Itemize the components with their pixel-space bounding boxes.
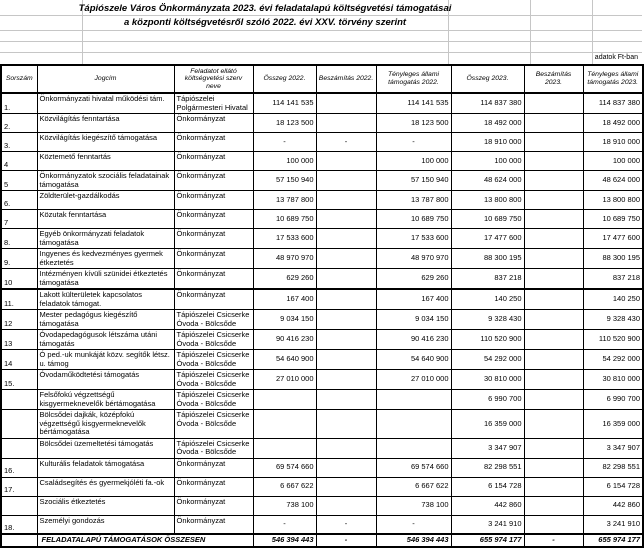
grid-line — [0, 41, 642, 42]
beszamitas-2022-cell — [316, 390, 376, 410]
table-row — [1, 269, 643, 290]
beszamitas-2023-cell — [524, 390, 583, 410]
beszamitas-2023-cell — [524, 210, 583, 229]
osszeg-2023-cell: 100 000 — [451, 152, 524, 171]
beszamitas-2023-cell — [524, 438, 583, 458]
total-beszamitas-2023: - — [524, 534, 583, 547]
beszamitas-2023-cell — [524, 370, 583, 390]
jogcim-cell: Intézményen kívüli szünidei étkeztetés támogatása — [37, 269, 174, 290]
szerv-cell: Önkormányzat — [174, 152, 253, 171]
sorszam-cell: 5 — [1, 171, 37, 191]
osszeg-2023-cell: 114 837 380 — [451, 93, 524, 114]
szerv-cell: Tápiószelei Csicserke Óvoda - Bölcsőde — [174, 330, 253, 350]
tenyleges-2022-cell — [376, 438, 451, 458]
sorszam-cell: 13 — [1, 330, 37, 350]
tenyleges-2023-cell: 48 624 000 — [583, 171, 643, 191]
jogcim-cell: Óvodapedagógusok létszáma utáni támogatás — [37, 330, 174, 350]
szerv-cell: Önkormányzat — [174, 133, 253, 152]
jogcim-cell: Lakott külterületek kapcsolatos feladatok támogat. — [37, 289, 174, 310]
osszeg-2022-cell: 69 574 660 — [253, 458, 316, 477]
jogcim-cell: Közutak fenntartása — [37, 210, 174, 229]
sorszam-cell: 18. — [1, 515, 37, 534]
tenyleges-2023-cell: 30 810 000 — [583, 370, 643, 390]
beszamitas-2023-cell — [524, 229, 583, 249]
szerv-cell: Önkormányzat — [174, 191, 253, 210]
tenyleges-2022-cell: - — [376, 515, 451, 534]
sorszam-cell — [1, 438, 37, 458]
total-tenyleges-2022: 546 394 443 — [376, 534, 451, 547]
sorszam-cell — [1, 410, 37, 439]
sorszam-cell: 17. — [1, 477, 37, 496]
osszeg-2022-cell: 10 689 750 — [253, 210, 316, 229]
jogcim-cell: Közvilágítás kiegészítő támogatása — [37, 133, 174, 152]
beszamitas-2022-cell — [316, 93, 376, 114]
osszeg-2023-cell: 837 218 — [451, 269, 524, 290]
table-row — [1, 496, 643, 515]
osszeg-2023-cell: 13 800 800 — [451, 191, 524, 210]
sorszam-cell: 14 — [1, 350, 37, 370]
tenyleges-2022-cell — [376, 410, 451, 439]
beszamitas-2022-cell — [316, 289, 376, 310]
osszeg-2022-cell: 57 150 940 — [253, 171, 316, 191]
tenyleges-2023-cell: 3 241 910 — [583, 515, 643, 534]
tenyleges-2022-cell: 738 100 — [376, 496, 451, 515]
tenyleges-2023-cell: 54 292 000 — [583, 350, 643, 370]
tenyleges-2022-cell: 17 533 600 — [376, 229, 451, 249]
osszeg-2023-cell: 54 292 000 — [451, 350, 524, 370]
table-row — [1, 171, 643, 191]
grid-line — [0, 15, 642, 16]
jogcim-cell: Önkormányzati hivatal működési tám. — [37, 93, 174, 114]
osszeg-2022-cell — [253, 438, 316, 458]
szerv-cell: Önkormányzat — [174, 210, 253, 229]
beszamitas-2023-cell — [524, 249, 583, 269]
tenyleges-2023-cell: 17 477 600 — [583, 229, 643, 249]
osszeg-2022-cell — [253, 410, 316, 439]
szerv-cell: Önkormányzat — [174, 496, 253, 515]
beszamitas-2023-cell — [524, 289, 583, 310]
beszamitas-2023-cell — [524, 191, 583, 210]
sorszam-cell: 3. — [1, 133, 37, 152]
beszamitas-2023-cell — [524, 171, 583, 191]
beszamitas-2022-cell — [316, 152, 376, 171]
table-row — [1, 458, 643, 477]
osszeg-2023-cell: 10 689 750 — [451, 210, 524, 229]
beszamitas-2023-cell — [524, 133, 583, 152]
beszamitas-2023-cell — [524, 114, 583, 133]
osszeg-2022-cell: 90 416 230 — [253, 330, 316, 350]
szerv-cell: Tápiószelei Csicserke Óvoda - Bölcsőde — [174, 310, 253, 330]
beszamitas-2023-cell — [524, 410, 583, 439]
sorszam-cell: 10 — [1, 269, 37, 290]
beszamitas-2023-cell — [524, 458, 583, 477]
tenyleges-2023-cell: 837 218 — [583, 269, 643, 290]
jogcim-cell: Ó ped.-uk munkáját közv. segítők létsz. u. támog — [37, 350, 174, 370]
osszeg-2023-cell: 3 241 910 — [451, 515, 524, 534]
szerv-cell: Önkormányzat — [174, 515, 253, 534]
header-row — [1, 65, 643, 93]
tenyleges-2022-cell: 13 787 800 — [376, 191, 451, 210]
osszeg-2023-cell: 6 990 700 — [451, 390, 524, 410]
sorszam-cell: 16. — [1, 458, 37, 477]
osszeg-2023-cell: 6 154 728 — [451, 477, 524, 496]
beszamitas-2022-cell — [316, 477, 376, 496]
tenyleges-2022-cell: 100 000 — [376, 152, 451, 171]
osszeg-2023-cell: 82 298 551 — [451, 458, 524, 477]
beszamitas-2022-cell — [316, 310, 376, 330]
jogcim-cell: Közvilágítás fenntartása — [37, 114, 174, 133]
osszeg-2023-cell: 110 520 900 — [451, 330, 524, 350]
osszeg-2022-cell — [253, 390, 316, 410]
tenyleges-2023-cell: 82 298 551 — [583, 458, 643, 477]
beszamitas-2023-cell — [524, 269, 583, 290]
table-row — [1, 330, 643, 350]
osszeg-2023-cell: 48 624 000 — [451, 171, 524, 191]
tenyleges-2022-cell: - — [376, 133, 451, 152]
osszeg-2022-cell: - — [253, 133, 316, 152]
szerv-cell: Önkormányzat — [174, 269, 253, 290]
tenyleges-2022-cell: 69 574 660 — [376, 458, 451, 477]
budget-table — [0, 64, 644, 548]
beszamitas-2023-cell — [524, 515, 583, 534]
sorszam-cell: 8. — [1, 229, 37, 249]
szerv-cell: Önkormányzat — [174, 249, 253, 269]
total-label: FELADATALAPÚ TÁMOGATÁSOK ÖSSZESEN — [37, 534, 253, 547]
table-row — [1, 229, 643, 249]
tenyleges-2022-cell: 48 970 970 — [376, 249, 451, 269]
szerv-cell: Tápiószelei Csicserke Óvoda - Bölcsőde — [174, 438, 253, 458]
tenyleges-2023-cell: 18 910 000 — [583, 133, 643, 152]
sorszam-cell: 1. — [1, 93, 37, 114]
grid-line — [0, 30, 642, 31]
jogcim-cell: Bölcsődei dajkák, középfokú végzettségű kisgyermeknevelők bértámogatása — [37, 410, 174, 439]
szerv-cell: Önkormányzat — [174, 289, 253, 310]
tenyleges-2022-cell: 90 416 230 — [376, 330, 451, 350]
jogcim-cell: Személyi gondozás — [37, 515, 174, 534]
tenyleges-2023-cell: 13 800 800 — [583, 191, 643, 210]
tenyleges-2022-cell: 57 150 940 — [376, 171, 451, 191]
osszeg-2023-cell: 88 300 195 — [451, 249, 524, 269]
sorszam-cell — [1, 390, 37, 410]
table-row — [1, 350, 643, 370]
szerv-cell: Tápiószelei Csicserke Óvoda - Bölcsőde — [174, 410, 253, 439]
beszamitas-2022-cell — [316, 370, 376, 390]
document-title-line2: a központi költségvetésről szóló 2022. évi XXV. törvény szerint — [123, 17, 407, 28]
beszamitas-2022-cell — [316, 249, 376, 269]
column-header-tenyleges-2022: Tényleges állami támogatás 2022. — [376, 65, 451, 93]
column-header-jogcim: Jogcím — [37, 65, 174, 93]
jogcim-cell: Zöldterület-gazdálkodás — [37, 191, 174, 210]
beszamitas-2022-cell — [316, 210, 376, 229]
grid-line — [592, 0, 593, 64]
tenyleges-2023-cell: 88 300 195 — [583, 249, 643, 269]
osszeg-2023-cell: 16 359 000 — [451, 410, 524, 439]
beszamitas-2022-cell — [316, 410, 376, 439]
osszeg-2023-cell: 140 250 — [451, 289, 524, 310]
jogcim-cell: Ingyenes és kedvezményes gyermek étkeztetés — [37, 249, 174, 269]
document-title-line1: Tápiószele Város Önkormányzata 2023. évi feladatalapú költségvetési támogatásai — [78, 3, 452, 14]
beszamitas-2023-cell — [524, 477, 583, 496]
tenyleges-2022-cell: 18 123 500 — [376, 114, 451, 133]
szerv-cell: Önkormányzat — [174, 477, 253, 496]
tenyleges-2023-cell: 16 359 000 — [583, 410, 643, 439]
tenyleges-2022-cell: 27 010 000 — [376, 370, 451, 390]
tenyleges-2023-cell: 140 250 — [583, 289, 643, 310]
tenyleges-2023-cell: 3 347 907 — [583, 438, 643, 458]
tenyleges-2022-cell — [376, 390, 451, 410]
jogcim-cell: Egyéb önkormányzati feladatok támogatása — [37, 229, 174, 249]
osszeg-2023-cell: 9 328 430 — [451, 310, 524, 330]
table-row — [1, 370, 643, 390]
tenyleges-2022-cell: 167 400 — [376, 289, 451, 310]
szerv-cell: Önkormányzat — [174, 114, 253, 133]
grid-line — [0, 52, 642, 53]
szerv-cell: Önkormányzat — [174, 458, 253, 477]
column-header-beszamitas-2022: Beszámítás 2022. — [316, 65, 376, 93]
beszamitas-2023-cell — [524, 310, 583, 330]
sorszam-cell: 2. — [1, 114, 37, 133]
osszeg-2022-cell: 738 100 — [253, 496, 316, 515]
tenyleges-2023-cell: 114 837 380 — [583, 93, 643, 114]
beszamitas-2022-cell — [316, 114, 376, 133]
beszamitas-2022-cell: - — [316, 133, 376, 152]
total-beszamitas-2022: - — [316, 534, 376, 547]
osszeg-2022-cell: 167 400 — [253, 289, 316, 310]
jogcim-cell: Felsőfokú végzettségű kisgyermeknevelők bértámogatása — [37, 390, 174, 410]
table-row — [1, 93, 643, 114]
unit-note: adatok Ft-ban — [594, 54, 638, 61]
total-row — [1, 534, 643, 547]
table-row — [1, 477, 643, 496]
jogcim-cell: Kulturális feladatok támogatása — [37, 458, 174, 477]
table-row — [1, 289, 643, 310]
sorszam-cell: 9. — [1, 249, 37, 269]
osszeg-2022-cell: 6 667 622 — [253, 477, 316, 496]
beszamitas-2022-cell — [316, 350, 376, 370]
beszamitas-2022-cell — [316, 438, 376, 458]
beszamitas-2022-cell — [316, 330, 376, 350]
szerv-cell: Tápiószelei Polgármesteri Hivatal — [174, 93, 253, 114]
tenyleges-2023-cell: 6 154 728 — [583, 477, 643, 496]
tenyleges-2022-cell: 629 260 — [376, 269, 451, 290]
osszeg-2023-cell: 18 910 000 — [451, 133, 524, 152]
osszeg-2023-cell: 17 477 600 — [451, 229, 524, 249]
osszeg-2022-cell: 18 123 500 — [253, 114, 316, 133]
column-header-szerv: Feladatot ellátó költségvetési szerv neve — [174, 65, 253, 93]
column-header-osszeg-2022: Összeg 2022. — [253, 65, 316, 93]
osszeg-2023-cell: 442 860 — [451, 496, 524, 515]
table-row — [1, 133, 643, 152]
beszamitas-2022-cell — [316, 229, 376, 249]
column-header-osszeg-2023: Összeg 2023. — [451, 65, 524, 93]
column-header-sorszam: Sorszám — [1, 65, 37, 93]
osszeg-2022-cell: 48 970 970 — [253, 249, 316, 269]
total-osszeg-2023: 655 974 177 — [451, 534, 524, 547]
table-row — [1, 249, 643, 269]
tenyleges-2023-cell: 10 689 750 — [583, 210, 643, 229]
osszeg-2022-cell: 27 010 000 — [253, 370, 316, 390]
table-row — [1, 210, 643, 229]
szerv-cell: Tápiószelei Csicserke Óvoda - Bölcsőde — [174, 390, 253, 410]
beszamitas-2022-cell — [316, 269, 376, 290]
beszamitas-2023-cell — [524, 93, 583, 114]
osszeg-2022-cell: 100 000 — [253, 152, 316, 171]
tenyleges-2023-cell: 442 860 — [583, 496, 643, 515]
beszamitas-2022-cell — [316, 191, 376, 210]
sorszam-cell: 12 — [1, 310, 37, 330]
beszamitas-2023-cell — [524, 330, 583, 350]
total-osszeg-2022: 546 394 443 — [253, 534, 316, 547]
sorszam-cell: 4 — [1, 152, 37, 171]
tenyleges-2022-cell: 6 667 622 — [376, 477, 451, 496]
title-area — [0, 0, 642, 64]
jogcim-cell: Óvodaműködtetési támogatás — [37, 370, 174, 390]
osszeg-2022-cell: 629 260 — [253, 269, 316, 290]
szerv-cell: Tápiószelei Csicserke Óvoda - Bölcsőde — [174, 350, 253, 370]
osszeg-2022-cell: 114 141 535 — [253, 93, 316, 114]
jogcim-cell: Családsegítés és gyermekjóléti fa.-ok — [37, 477, 174, 496]
beszamitas-2023-cell — [524, 152, 583, 171]
sorszam-cell — [1, 496, 37, 515]
tenyleges-2022-cell: 9 034 150 — [376, 310, 451, 330]
tenyleges-2022-cell: 54 640 900 — [376, 350, 451, 370]
table-row — [1, 114, 643, 133]
osszeg-2023-cell: 30 810 000 — [451, 370, 524, 390]
osszeg-2022-cell: 9 034 150 — [253, 310, 316, 330]
column-header-tenyleges-2023: Tényleges állami támogatás 2023. — [583, 65, 643, 93]
table-row — [1, 310, 643, 330]
osszeg-2022-cell: 54 640 900 — [253, 350, 316, 370]
total-tenyleges-2023: 655 974 177 — [583, 534, 643, 547]
osszeg-2022-cell: 13 787 800 — [253, 191, 316, 210]
tenyleges-2022-cell: 114 141 535 — [376, 93, 451, 114]
tenyleges-2023-cell: 18 492 000 — [583, 114, 643, 133]
beszamitas-2022-cell — [316, 458, 376, 477]
beszamitas-2022-cell — [316, 496, 376, 515]
tenyleges-2022-cell: 10 689 750 — [376, 210, 451, 229]
jogcim-cell: Köztemető fenntartás — [37, 152, 174, 171]
jogcim-cell: Önkormányzatok szociális feladatainak támogatása — [37, 171, 174, 191]
osszeg-2022-cell: - — [253, 515, 316, 534]
sorszam-cell: 6. — [1, 191, 37, 210]
jogcim-cell: Mester pedagógus kiegészítő támogatása — [37, 310, 174, 330]
beszamitas-2022-cell: - — [316, 515, 376, 534]
column-header-beszamitas-2023: Beszámítás 2023. — [524, 65, 583, 93]
table-row — [1, 152, 643, 171]
tenyleges-2023-cell: 6 990 700 — [583, 390, 643, 410]
sorszam-cell: 15. — [1, 370, 37, 390]
total-sorszam-cell — [1, 534, 37, 547]
table-row — [1, 191, 643, 210]
sorszam-cell: 7 — [1, 210, 37, 229]
table-row — [1, 390, 643, 410]
table-row — [1, 410, 643, 439]
beszamitas-2023-cell — [524, 496, 583, 515]
szerv-cell: Önkormányzat — [174, 171, 253, 191]
osszeg-2023-cell: 18 492 000 — [451, 114, 524, 133]
osszeg-2022-cell: 17 533 600 — [253, 229, 316, 249]
table-row — [1, 438, 643, 458]
osszeg-2023-cell: 3 347 907 — [451, 438, 524, 458]
sorszam-cell: 11. — [1, 289, 37, 310]
szerv-cell: Önkormányzat — [174, 229, 253, 249]
tenyleges-2023-cell: 110 520 900 — [583, 330, 643, 350]
jogcim-cell: Bölcsődei üzemeltetési támogatás — [37, 438, 174, 458]
beszamitas-2023-cell — [524, 350, 583, 370]
jogcim-cell: Szociális étkeztetés — [37, 496, 174, 515]
table-row — [1, 515, 643, 534]
tenyleges-2023-cell: 9 328 430 — [583, 310, 643, 330]
szerv-cell: Tápiószelei Csicserke Óvoda - Bölcsőde — [174, 370, 253, 390]
tenyleges-2023-cell: 100 000 — [583, 152, 643, 171]
beszamitas-2022-cell — [316, 171, 376, 191]
grid-line — [530, 0, 531, 64]
